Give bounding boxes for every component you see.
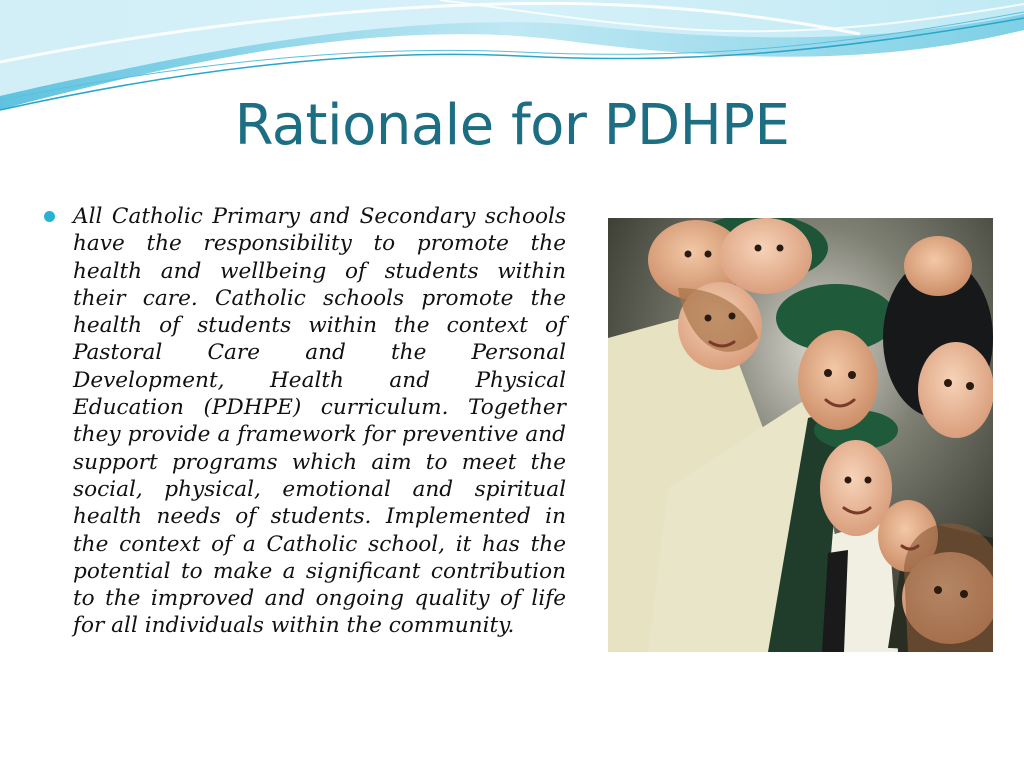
slide-title: Rationale for PDHPE [234,93,790,158]
bullet-icon [44,211,55,222]
list-item [44,203,568,640]
bullet-list [44,203,568,640]
group-photo-icon [608,218,993,652]
bullet-text: All Catholic Primary and Secondary schools have the responsibility to promote the health and wellbeing of students within their care. Catholic schools promote the health of students within the context of Pastoral Care and the Personal Development, Health and Physical Education (PDHPE) curriculum. Together they provide a framework for preventive and support programs which aim to meet the social, physical, emotional and spiritual health needs of students. Implemented in the context of a Catholic school, it has the potential to make a significant contribution to the improved and ongoing quality of life for all individuals within the community. [73,204,566,639]
